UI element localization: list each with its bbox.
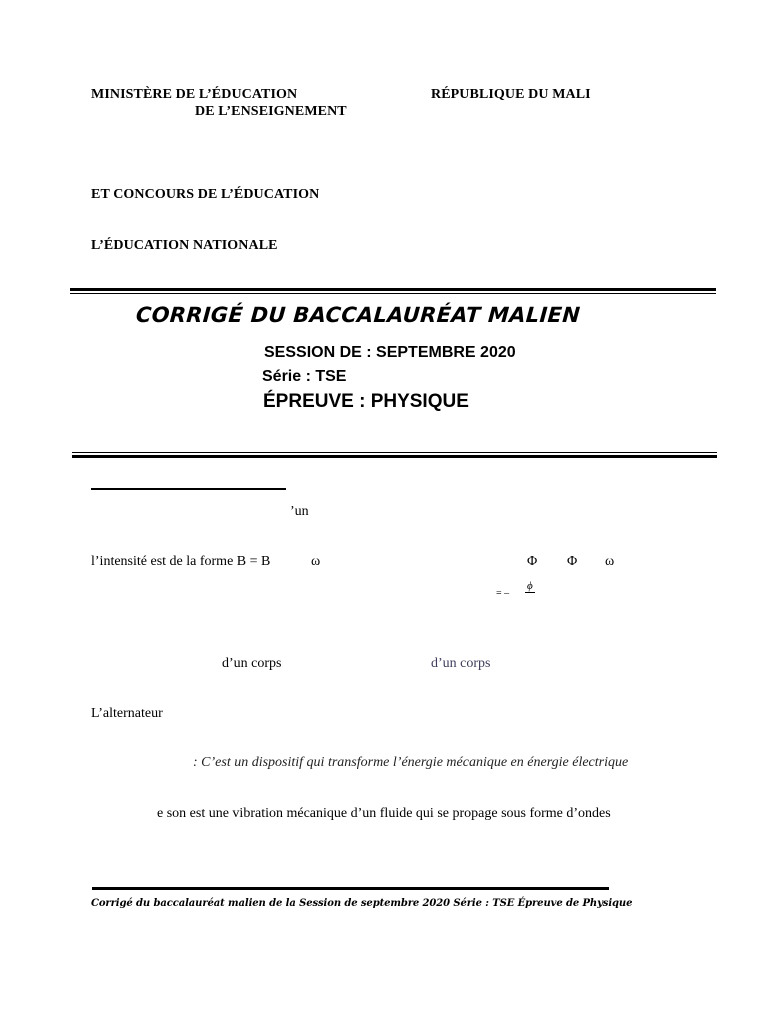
- alternateur-definition: : C’est un dispositif qui transforme l’énergie mécanique en énergie électrique: [193, 755, 629, 770]
- phi-symbol-1: Φ: [527, 554, 538, 569]
- ministry-line-1: MINISTÈRE DE L’ÉDUCATION: [91, 87, 298, 102]
- omega-symbol-2: ω: [605, 554, 615, 569]
- footer-rule: [92, 887, 609, 890]
- epreuve-label: ÉPREUVE : PHYSIQUE: [263, 391, 469, 412]
- session-label: SESSION DE : SEPTEMBRE 2020: [264, 344, 516, 361]
- phi-symbol-2: Φ: [567, 554, 578, 569]
- concours-line: ET CONCOURS DE L’ÉDUCATION: [91, 187, 320, 202]
- corps-text-2: d’un corps: [431, 656, 491, 671]
- son-definition: e son est une vibration mécanique d’un fluide qui se propage sous forme d’ondes: [157, 806, 611, 821]
- title-rule-thick: [72, 455, 717, 458]
- document-title: CORRIGÉ DU BACCALAURÉAT MALIEN: [135, 303, 582, 327]
- nationale-line: L’ÉDUCATION NATIONALE: [91, 238, 278, 253]
- republic-label: RÉPUBLIQUE DU MALI: [431, 87, 591, 102]
- alternateur-heading: L’alternateur: [91, 706, 163, 721]
- phi-fraction: ϕ: [527, 580, 533, 592]
- fragment-un: ’un: [290, 504, 309, 519]
- ministry-line-2: DE L’ENSEIGNEMENT: [195, 104, 347, 119]
- footer-caption: Corrigé du baccalauréat malien de la Session de septembre 2020 Série : TSE Épreuve de Physique: [91, 898, 633, 909]
- corps-text-1: d’un corps: [222, 656, 282, 671]
- intensity-formula: l’intensité est de la forme B = B: [91, 554, 271, 569]
- serie-label: Série : TSE: [262, 368, 347, 385]
- title-rule-thin: [72, 452, 717, 453]
- equation-prefix: = –: [496, 588, 510, 599]
- top-rule-thick: [70, 288, 716, 291]
- top-rule-thin: [70, 293, 716, 294]
- omega-symbol-1: ω: [311, 554, 321, 569]
- section-underline: [91, 488, 286, 490]
